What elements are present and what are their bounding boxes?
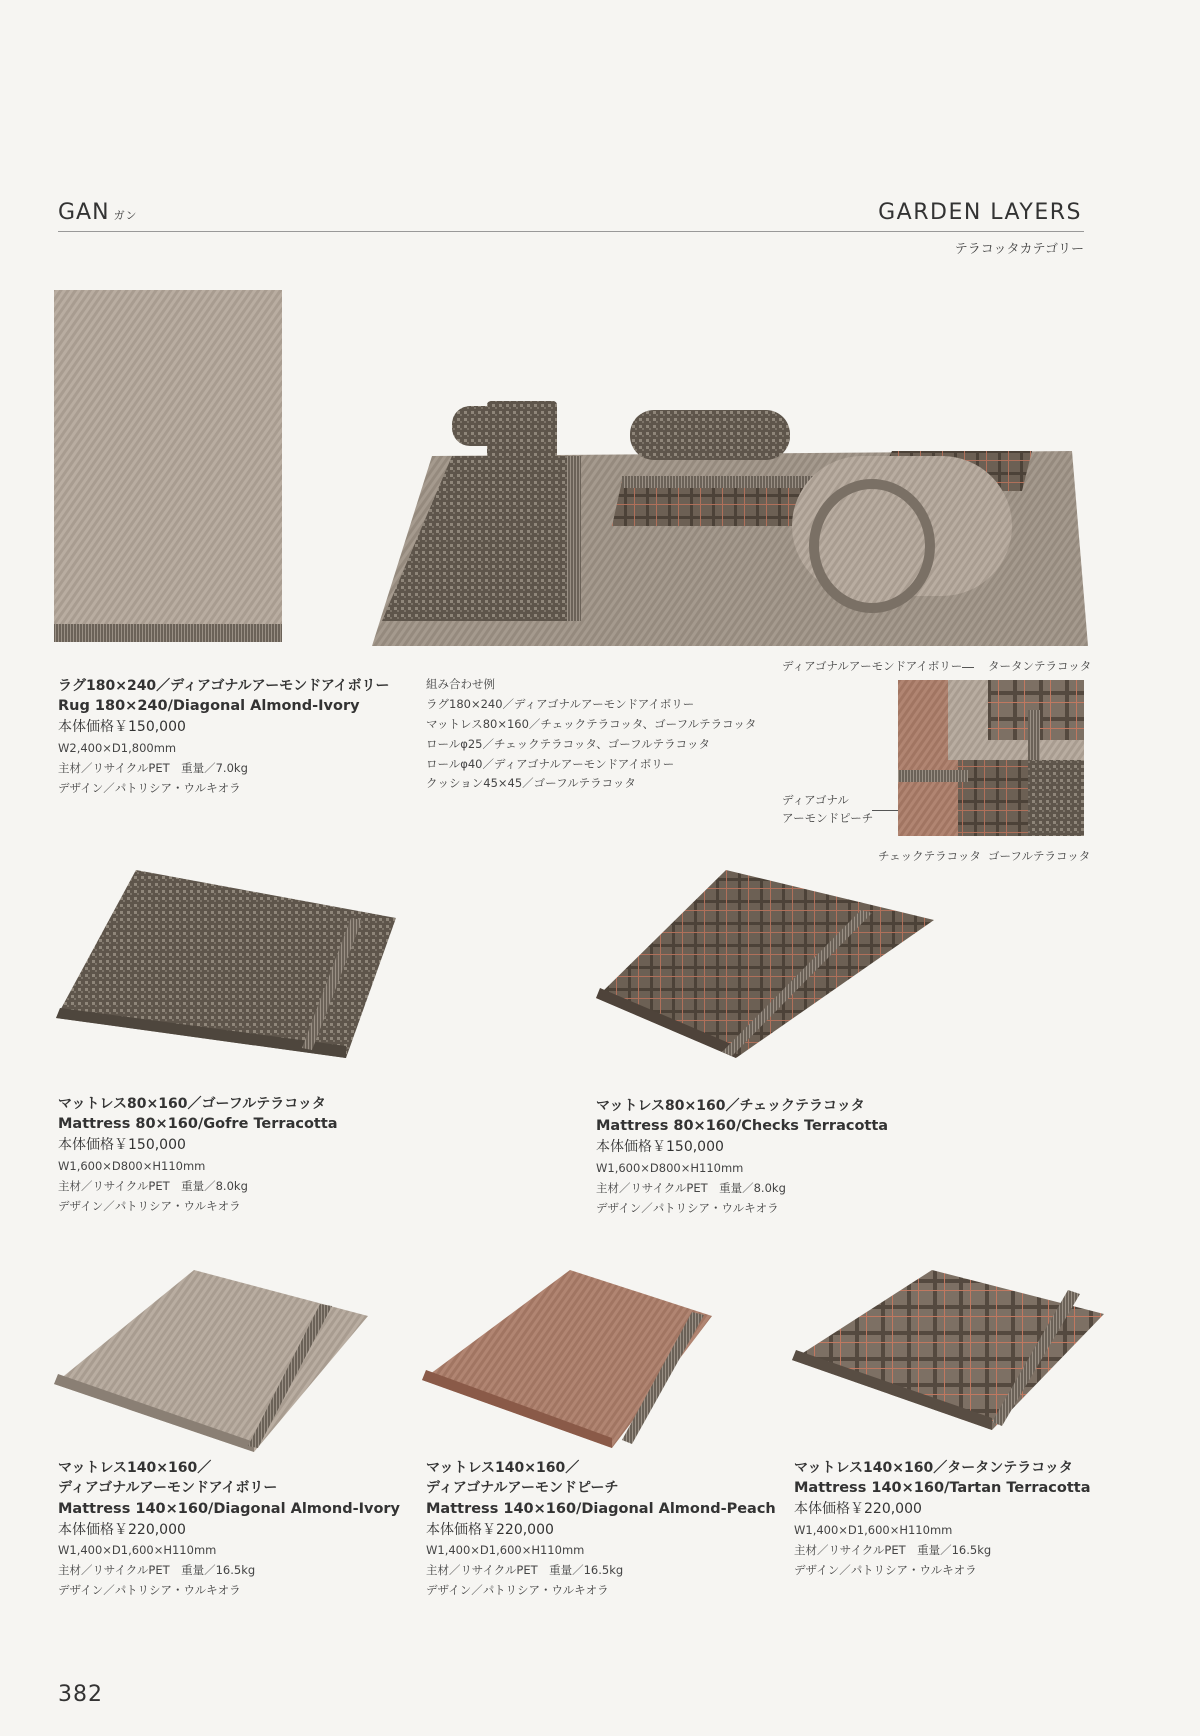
combination-line: ラグ180×240／ディアゴナルアーモンドアイボリー <box>426 696 695 711</box>
product-design: デザイン／パトリシア・ウルキオラ <box>426 1583 609 1598</box>
product-ja-name: ラグ180×240／ディアゴナルアーモンドアイボリー <box>58 678 390 694</box>
product-en-name: Mattress 140×160/Tartan Terracotta <box>794 1480 1091 1497</box>
product-en-name: Mattress 80×160/Checks Terracotta <box>596 1118 889 1135</box>
mattress-gofre-photo <box>56 868 396 1058</box>
mattress-diagonal-peach-photo <box>422 1268 712 1448</box>
brand-kana: ガン <box>113 209 138 222</box>
swatch-label-gofre: ゴーフルテラコッタ <box>988 849 1091 863</box>
mattress-checks-info <box>596 1096 888 1218</box>
product-ja-name-2: ディアゴナルアーモンドピーチ <box>426 1480 619 1497</box>
product-size: W2,400×D1,800mm <box>58 740 177 755</box>
product-ja-name: マットレス80×160／ゴーフルテラコッタ <box>58 1096 326 1112</box>
leader-line <box>962 667 974 668</box>
product-ja-name: マットレス140×160／ <box>58 1460 212 1476</box>
mattress-tartan-photo <box>792 1268 1104 1430</box>
combination-line: ロールφ40／ディアゴナルアーモンドアイボリー <box>426 756 675 771</box>
product-size: W1,400×D1,600×H110mm <box>426 1542 585 1557</box>
combination-line: マットレス80×160／チェックテラコッタ、ゴーフルテラコッタ <box>426 716 757 731</box>
mattress-gofre-info <box>58 1094 338 1216</box>
product-price: 本体価格￥220,000 <box>58 1521 186 1538</box>
swatch-label-diagonal-peach-1: ディアゴナル <box>782 793 849 807</box>
product-material: 主材／リサイクルPET 重量／16.5kg <box>794 1542 992 1557</box>
rug-photo <box>46 288 290 648</box>
swatch-photo <box>898 680 1084 836</box>
product-material: 主材／リサイクルPET 重量／7.0kg <box>58 760 248 775</box>
combination-line: クッション45×45／ゴーフルテラコッタ <box>426 776 636 791</box>
combination-line: ロールφ25／チェックテラコッタ、ゴーフルテラコッタ <box>426 736 710 751</box>
leader-line <box>872 810 898 811</box>
product-ja-name: マットレス140×160／ <box>426 1460 580 1476</box>
product-material: 主材／リサイクルPET 重量／16.5kg <box>426 1563 624 1578</box>
mattress-diagonal-ivory-photo <box>54 1268 368 1452</box>
page-header <box>58 196 1084 232</box>
mattress-checks-photo <box>596 868 934 1058</box>
product-size: W1,600×D800×H110mm <box>58 1158 206 1173</box>
product-size: W1,400×D1,600×H110mm <box>58 1542 217 1557</box>
page-number: 382 <box>58 1682 103 1707</box>
swatch-label-diagonal-peach-2: アーモンドピーチ <box>782 811 874 825</box>
swatch-label-tartan: タータンテラコッタ <box>988 659 1092 673</box>
category-label: テラコッタカテゴリー <box>954 242 1084 257</box>
product-price: 本体価格￥220,000 <box>794 1501 922 1518</box>
product-material: 主材／リサイクルPET 重量／8.0kg <box>596 1180 786 1195</box>
product-price: 本体価格￥220,000 <box>426 1521 554 1538</box>
collection-title: GARDEN LAYERS <box>878 200 1082 225</box>
combination-photo <box>372 396 1088 648</box>
swatch-label-diagonal-ivory: ディアゴナルアーモンドアイボリー <box>782 659 963 673</box>
product-size: W1,400×D1,600×H110mm <box>794 1522 953 1537</box>
product-size: W1,600×D800×H110mm <box>596 1160 744 1175</box>
product-price: 本体価格￥150,000 <box>596 1139 724 1156</box>
product-design: デザイン／パトリシア・ウルキオラ <box>58 780 241 795</box>
combination-title: 組み合わせ例 <box>426 677 495 691</box>
mattress-diagonal-peach-info <box>426 1458 776 1600</box>
product-material: 主材／リサイクルPET 重量／16.5kg <box>58 1563 256 1578</box>
product-en-name: Rug 180×240/Diagonal Almond-Ivory <box>58 698 360 715</box>
product-price: 本体価格￥150,000 <box>58 719 186 736</box>
product-material: 主材／リサイクルPET 重量／8.0kg <box>58 1178 248 1193</box>
product-ja-name-2: ディアゴナルアーモンドアイボリー <box>58 1480 278 1497</box>
product-design: デザイン／パトリシア・ウルキオラ <box>794 1562 977 1577</box>
product-en-name: Mattress 140×160/Diagonal Almond-Peach <box>426 1500 776 1517</box>
swatch-label-checks: チェックテラコッタ <box>878 849 981 863</box>
mattress-diagonal-ivory-info <box>58 1458 400 1600</box>
combination-list <box>426 675 756 794</box>
product-design: デザイン／パトリシア・ウルキオラ <box>58 1583 241 1598</box>
product-ja-name: マットレス80×160／チェックテラコッタ <box>596 1098 865 1114</box>
rug-info <box>58 676 390 798</box>
product-design: デザイン／パトリシア・ウルキオラ <box>58 1198 241 1213</box>
mattress-tartan-info <box>794 1458 1091 1580</box>
product-en-name: Mattress 80×160/Gofre Terracotta <box>58 1116 338 1133</box>
brand-name: GAN ガン <box>58 200 138 225</box>
product-design: デザイン／パトリシア・ウルキオラ <box>596 1200 779 1215</box>
product-price: 本体価格￥150,000 <box>58 1137 186 1154</box>
product-en-name: Mattress 140×160/Diagonal Almond-Ivory <box>58 1500 401 1517</box>
product-ja-name: マットレス140×160／タータンテラコッタ <box>794 1460 1073 1476</box>
